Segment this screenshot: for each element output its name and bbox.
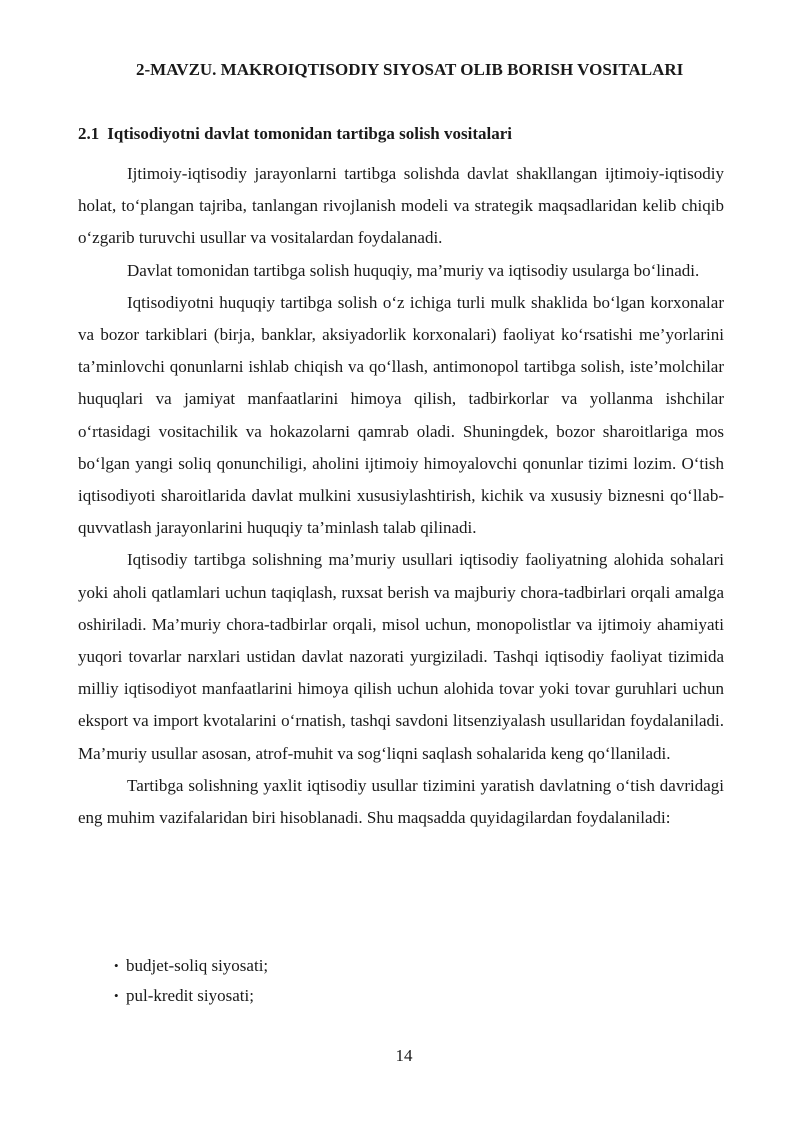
section-number: 2.1 <box>78 124 100 143</box>
bullet-icon: • <box>114 958 119 973</box>
paragraph: Iqtisodiy tartibga solishning ma’muriy usullari iqtisodiy faoliyatning alohida sohalari yoki aholi qatlamlari uchun taqiqlash, ruxsat berish va majburiy chora-tadbirlari orqali amalga oshiriladi. Ma’muriy chora-tadbirlar orqali, misol uchun, monopolistlar va ijtimoiy ahamiyati yuqori tovarlar narxlari ustidan davlat nazorati yurgiziladi. Tashqi iqtisodiy faoliyat tizimida milliy iqtisodiyot manfaatlarini himoya qilish uchun alohida tovar yoki tovar guruhlari uchun eksport va import kvotalarini o‘rnatish, tashqi savdoni litsenziyalash usullaridan foydalaniladi. Ma’muriy usullar asosan, atrof-muhit va sog‘liqni saqlash sohalarida keng qo‘llaniladi. <box>78 550 724 763</box>
list-item <box>114 981 268 1011</box>
section-title: Iqtisodiyotni davlat tomonidan tartibga solish vositalari <box>107 124 513 143</box>
chapter-title: 2-MAVZU. MAKROIQTISODIY SIYOSAT OLIB BORISH VOSITALARI <box>136 60 684 79</box>
list-item-text: budjet-soliq siyosati; <box>126 956 269 975</box>
bullet-list <box>114 951 268 1011</box>
page-number: 14 <box>395 1046 413 1065</box>
paragraph: Tartibga solishning yaxlit iqtisodiy usullar tizimini yaratish davlatning o‘tish davridagi eng muhim vazifalaridan biri hisoblanadi. Shu maqsadda quyidagilardan foydalaniladi: <box>78 775 724 828</box>
section-heading <box>78 124 512 144</box>
body-text <box>78 158 724 834</box>
paragraph: Ijtimoiy-iqtisodiy jarayonlarni tartibga solishda davlat shakllangan ijtimoiy-iqtisodiy holat, to‘plangan tajriba, tanlangan rivojlanish modeli va strategik maqsadlaridan kelib chiqib o‘zgarib turuvchi usullar va vositalardan foydalanadi. <box>78 164 724 248</box>
list-item <box>114 951 268 981</box>
paragraph: Iqtisodiyotni huquqiy tartibga solish o‘z ichiga turli mulk shaklida bo‘lgan korxonalar va bozor tarkiblari (birja, banklar, aksiyadorlik korxonalari) faoliyat ko‘rsatishi me’yorlarini ta’minlovchi qonunlarni ishlab chiqish va qo‘llash, antimonopol tartibga solish, iste’molchilar huquqlari va jamiyat manfaatlarini himoya qilish, tadbirkorlar va yollanma ishchilar o‘rtasidagi vositachilik va hokazolarni qamrab oladi. Shuningdek, bozor sharoitlariga mos bo‘lgan yangi soliq qonunchiligi, aholini ijtimoiy himoyalovchi qonunlar tizimi lozim. O‘tish iqtisodiyoti sharoitlarida davlat mulkini xususiylashtirish, kichik va xususiy biznesni qo‘llab-quvvatlash jarayonlarini huquqiy ta’minlash talab qilinadi. <box>78 292 724 538</box>
bullet-icon: • <box>114 988 119 1003</box>
paragraph: Davlat tomonidan tartibga solish huquqiy, ma’muriy va iqtisodiy usularga bo‘linadi. <box>127 260 700 280</box>
list-item-text: pul-kredit siyosati; <box>126 986 254 1005</box>
